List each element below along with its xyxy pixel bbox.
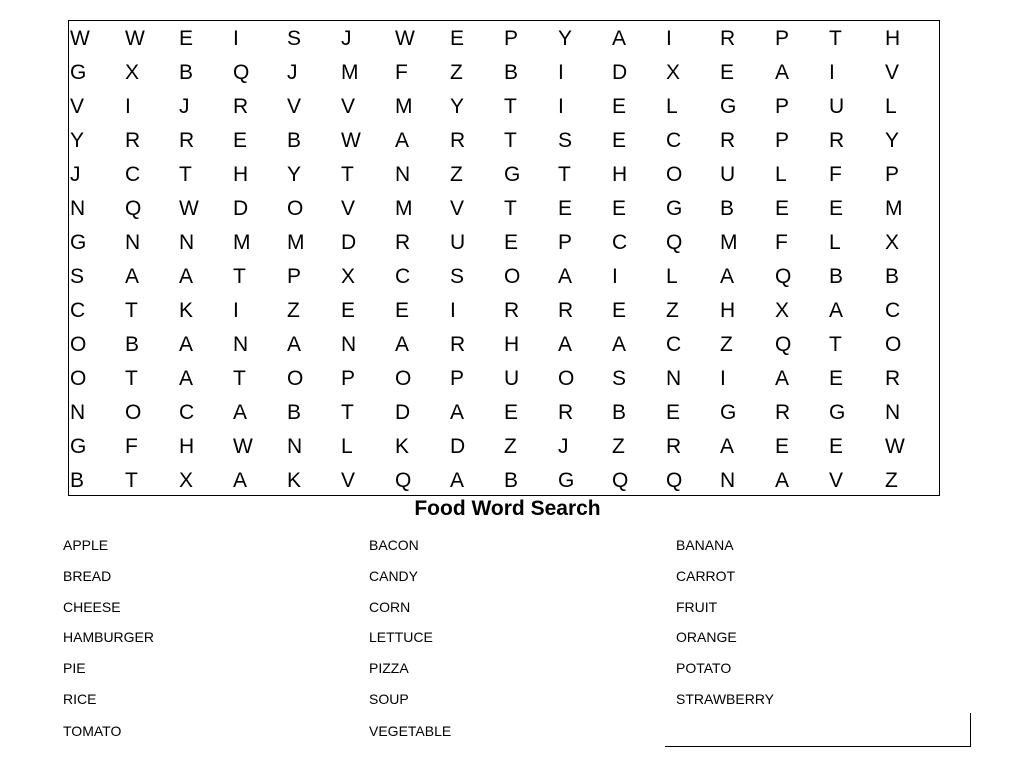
grid-letter: W (179, 197, 199, 220)
grid-letter: O (125, 401, 142, 424)
grid-letter: R (666, 435, 682, 458)
grid-letter: P (775, 95, 790, 118)
grid-letter: K (287, 469, 302, 492)
grid-letter: P (341, 367, 356, 390)
word-strawberry: STRAWBERRY (676, 691, 775, 707)
grid-letter: J (558, 435, 569, 458)
grid-letter: T (233, 367, 246, 390)
grid-letter: Y (885, 129, 900, 152)
grid-letter: H (233, 163, 249, 186)
grid-letter: C (70, 299, 86, 322)
grid-letter: D (395, 401, 411, 424)
grid-letter: Z (666, 299, 679, 322)
grid-letter: P (450, 367, 465, 390)
grid-letter: T (829, 333, 842, 356)
grid-letter: J (341, 27, 352, 50)
grid-letter: X (179, 469, 194, 492)
grid-letter: R (775, 401, 791, 424)
word-hamburger: HAMBURGER (63, 629, 155, 645)
grid-letter: N (70, 197, 86, 220)
grid-letter: X (666, 61, 681, 84)
word-potato: POTATO (676, 660, 732, 676)
grid-letter: G (70, 435, 87, 458)
grid-letter: P (504, 27, 519, 50)
grid-letter: O (504, 265, 521, 288)
grid-letter: T (504, 197, 517, 220)
grid-letter: B (287, 129, 302, 152)
grid-letter: Z (720, 333, 733, 356)
grid-letter: T (504, 95, 517, 118)
grid-letter: B (179, 61, 194, 84)
grid-letter: A (395, 129, 410, 152)
grid-letter: M (341, 61, 359, 84)
grid-letter: A (395, 333, 410, 356)
grid-letter: H (504, 333, 520, 356)
word-bacon: BACON (369, 537, 419, 553)
word-apple: APPLE (63, 537, 109, 553)
grid-letter: W (885, 435, 905, 458)
grid-letter: W (233, 435, 253, 458)
grid-letter: B (504, 469, 519, 492)
grid-letter: O (558, 367, 575, 390)
grid-letter: Z (450, 61, 463, 84)
grid-letter: A (179, 265, 194, 288)
grid-letter: R (558, 401, 574, 424)
grid-letter: O (666, 163, 683, 186)
grid-letter: O (70, 367, 87, 390)
grid-letter: H (885, 27, 901, 50)
grid-letter: Y (70, 129, 85, 152)
grid-letter: E (612, 129, 627, 152)
grid-letter: V (829, 469, 844, 492)
grid-letter: X (341, 265, 356, 288)
grid-letter: Y (558, 27, 573, 50)
grid-letter: F (395, 61, 408, 84)
grid-letter: T (179, 163, 192, 186)
grid-letter: D (612, 61, 628, 84)
grid-letter: E (775, 435, 790, 458)
grid-letter: K (395, 435, 410, 458)
grid-letter: A (775, 61, 790, 84)
grid-letter: V (450, 197, 465, 220)
grid-letter: X (125, 61, 140, 84)
grid-letter: I (125, 95, 131, 118)
puzzle-title: Food Word Search (414, 497, 601, 520)
grid-letter: Q (775, 333, 792, 356)
grid-letter: I (612, 265, 618, 288)
grid-letter: W (341, 129, 361, 152)
grid-letter: U (504, 367, 520, 390)
grid-letter: E (612, 299, 627, 322)
word-corn: CORN (369, 599, 411, 615)
grid-letter: J (287, 61, 298, 84)
grid-letter: F (829, 163, 842, 186)
grid-letter: Z (612, 435, 625, 458)
grid-letter: E (504, 231, 519, 254)
grid-letter: Z (885, 469, 898, 492)
grid-letter: R (179, 129, 195, 152)
grid-letter: P (885, 163, 900, 186)
grid-letter: R (125, 129, 141, 152)
grid-letter: O (287, 197, 304, 220)
grid-letter: T (341, 163, 354, 186)
grid-letter: E (829, 197, 844, 220)
grid-letter: G (666, 197, 683, 220)
grid-letter: E (558, 197, 573, 220)
grid-letter: G (558, 469, 575, 492)
grid-letter: T (233, 265, 246, 288)
grid-letter: Q (395, 469, 412, 492)
word-carrot: CARROT (676, 568, 736, 584)
grid-letter: A (720, 265, 735, 288)
grid-letter: B (885, 265, 900, 288)
grid-letter: O (70, 333, 87, 356)
grid-letter: N (395, 163, 411, 186)
grid-letter: A (775, 469, 790, 492)
grid-letter: B (504, 61, 519, 84)
grid-letter: C (125, 163, 141, 186)
word-orange: ORANGE (676, 629, 737, 645)
grid-letter: N (125, 231, 141, 254)
grid-letter: N (720, 469, 736, 492)
grid-letter: I (233, 27, 239, 50)
grid-letter: P (775, 27, 790, 50)
grid-letter: A (612, 27, 627, 50)
grid-letter: V (287, 95, 302, 118)
grid-letter: W (70, 27, 90, 50)
grid-letter: M (287, 231, 305, 254)
grid-letter: E (720, 61, 735, 84)
grid-letter: F (125, 435, 138, 458)
grid-letter: T (829, 27, 842, 50)
grid-letter: N (70, 401, 86, 424)
grid-letter: O (395, 367, 412, 390)
grid-letter: Y (450, 95, 465, 118)
grid-letter: G (720, 95, 737, 118)
grid-letter: O (287, 367, 304, 390)
grid-letter: Z (287, 299, 300, 322)
grid-letter: G (70, 231, 87, 254)
grid-letter: Q (233, 61, 250, 84)
grid-letter: R (233, 95, 249, 118)
grid-letter: A (233, 401, 248, 424)
grid-letter: Q (666, 469, 683, 492)
grid-letter: L (829, 231, 841, 254)
word-cheese: CHEESE (63, 599, 121, 615)
word-tomato: TOMATO (63, 723, 122, 739)
grid-letter: W (125, 27, 145, 50)
grid-letter: M (395, 95, 413, 118)
grid-letter: L (775, 163, 787, 186)
grid-letter: V (341, 197, 356, 220)
grid-letter: E (504, 401, 519, 424)
grid-letter: H (179, 435, 195, 458)
grid-letter: R (885, 367, 901, 390)
grid-letter: G (70, 61, 87, 84)
word-lettuce: LETTUCE (369, 629, 433, 645)
grid-letter: P (558, 231, 573, 254)
word-candy: CANDY (369, 568, 419, 584)
grid-letter: M (885, 197, 903, 220)
grid-letter: I (233, 299, 239, 322)
grid-letter: I (558, 61, 564, 84)
grid-letter: L (666, 265, 678, 288)
grid-letter: P (287, 265, 302, 288)
grid-letter: A (179, 333, 194, 356)
grid-letter: U (450, 231, 466, 254)
grid-letter: D (233, 197, 249, 220)
grid-letter: Q (612, 469, 629, 492)
grid-letter: T (341, 401, 354, 424)
grid-letter: A (720, 435, 735, 458)
grid-letter: N (287, 435, 303, 458)
grid-letter: N (885, 401, 901, 424)
grid-letter: A (775, 367, 790, 390)
word-soup: SOUP (369, 691, 409, 707)
grid-letter: H (612, 163, 628, 186)
grid-letter: S (287, 27, 302, 50)
word-bread: BREAD (63, 568, 112, 584)
grid-letter: N (179, 231, 195, 254)
grid-letter: I (558, 95, 564, 118)
grid-letter: Q (775, 265, 792, 288)
grid-letter: C (885, 299, 901, 322)
grid-letter: T (125, 367, 138, 390)
grid-letter: L (885, 95, 897, 118)
grid-letter: H (720, 299, 736, 322)
grid-letter: R (395, 231, 411, 254)
grid-letter: C (179, 401, 195, 424)
grid-letter: E (775, 197, 790, 220)
grid-letter: Q (666, 231, 683, 254)
answer-box-right-line (970, 713, 971, 747)
grid-letter: E (395, 299, 410, 322)
grid-letter: C (666, 129, 682, 152)
grid-letter: A (179, 367, 194, 390)
grid-letter: S (612, 367, 627, 390)
grid-letter: A (233, 469, 248, 492)
grid-letter: Y (287, 163, 302, 186)
grid-letter: R (720, 27, 736, 50)
grid-letter: N (341, 333, 357, 356)
grid-letter: E (829, 367, 844, 390)
grid-letter: X (775, 299, 790, 322)
grid-letter: K (179, 299, 194, 322)
grid-letter: R (450, 129, 466, 152)
grid-letter: B (720, 197, 735, 220)
word-banana: BANANA (676, 537, 734, 553)
grid-letter: U (829, 95, 845, 118)
grid-letter: S (70, 265, 85, 288)
grid-letter: A (558, 333, 573, 356)
grid-letter: L (341, 435, 353, 458)
grid-letter: E (341, 299, 356, 322)
grid-letter: M (395, 197, 413, 220)
word-pie: PIE (63, 660, 86, 676)
grid-letter: R (829, 129, 845, 152)
grid-letter: S (450, 265, 465, 288)
grid-letter: O (885, 333, 902, 356)
grid-letter: G (829, 401, 846, 424)
grid-letter: F (775, 231, 788, 254)
grid-letter: E (450, 27, 465, 50)
grid-letter: R (558, 299, 574, 322)
grid-letter: B (612, 401, 627, 424)
grid-letter: D (450, 435, 466, 458)
grid-letter: G (504, 163, 521, 186)
grid-letter: E (612, 197, 627, 220)
grid-letter: Q (125, 197, 142, 220)
grid-letter: R (504, 299, 520, 322)
grid-letter: Z (450, 163, 463, 186)
grid-letter: M (233, 231, 251, 254)
grid-letter: N (666, 367, 682, 390)
grid-letter: B (70, 469, 85, 492)
grid-letter: T (558, 163, 571, 186)
answer-box-bottom-line (665, 746, 971, 747)
grid-letter: I (666, 27, 672, 50)
grid-letter: B (125, 333, 140, 356)
word-vegetable: VEGETABLE (369, 723, 452, 739)
grid-letter: A (829, 299, 844, 322)
grid-letter: V (70, 95, 85, 118)
grid-letter: T (125, 469, 138, 492)
grid-letter: B (829, 265, 844, 288)
grid-letter: D (341, 231, 357, 254)
grid-letter: C (666, 333, 682, 356)
word-pizza: PIZZA (369, 660, 409, 676)
grid-letter: R (720, 129, 736, 152)
grid-letter: E (666, 401, 681, 424)
grid-letter: C (612, 231, 628, 254)
grid-letter: Z (504, 435, 517, 458)
grid-letter: R (450, 333, 466, 356)
grid-letter: A (558, 265, 573, 288)
grid-letter: V (885, 61, 900, 84)
grid-letter: T (125, 299, 138, 322)
grid-letter: P (775, 129, 790, 152)
grid-letter: T (504, 129, 517, 152)
grid-letter: L (666, 95, 678, 118)
grid-letter: J (70, 163, 81, 186)
grid-letter: E (612, 95, 627, 118)
word-rice: RICE (63, 691, 97, 707)
grid-letter: A (612, 333, 627, 356)
grid-letter: I (829, 61, 835, 84)
grid-letter: E (233, 129, 248, 152)
grid-letter: I (720, 367, 726, 390)
grid-letter: W (395, 27, 415, 50)
grid-letter: I (450, 299, 456, 322)
grid-letter: E (179, 27, 194, 50)
grid-letter: A (450, 401, 465, 424)
grid-letter: M (720, 231, 738, 254)
grid-letter: X (885, 231, 900, 254)
word-fruit: FRUIT (676, 599, 718, 615)
grid-letter: A (450, 469, 465, 492)
grid-letter: N (233, 333, 249, 356)
grid-letter: A (287, 333, 302, 356)
grid-letter: V (341, 469, 356, 492)
grid-letter: B (287, 401, 302, 424)
grid-letter: U (720, 163, 736, 186)
grid-letter: V (341, 95, 356, 118)
grid-letter: E (829, 435, 844, 458)
grid-letter: J (179, 95, 190, 118)
grid-letter: C (395, 265, 411, 288)
grid-letter: G (720, 401, 737, 424)
grid-letter: A (125, 265, 140, 288)
grid-letter: S (558, 129, 573, 152)
